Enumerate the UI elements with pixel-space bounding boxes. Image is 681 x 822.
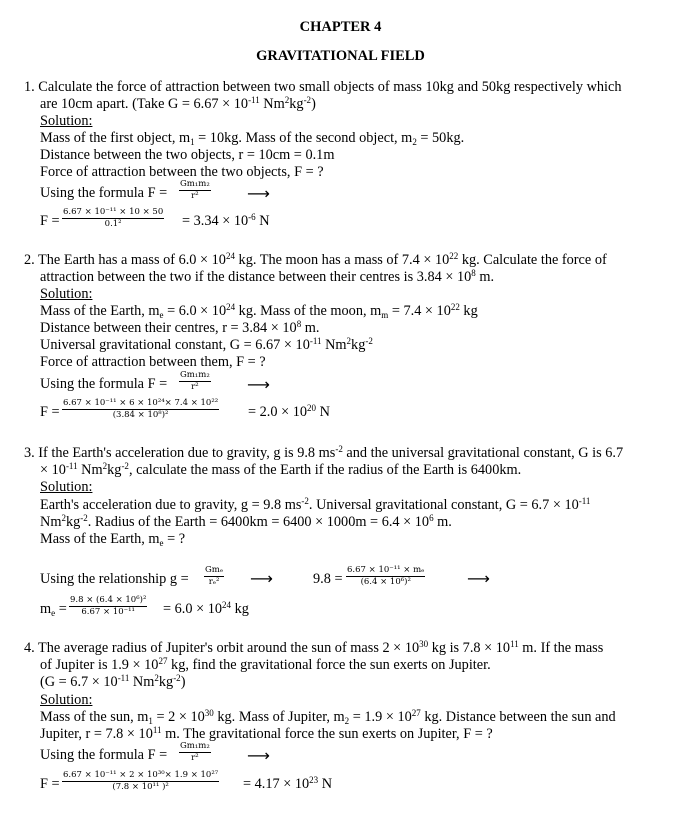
q3-formula-label: Using the relationship g = [40, 571, 189, 587]
page-title: GRAVITATIONAL FIELD [256, 48, 425, 64]
q1-line-1: 1. Calculate the force of attraction between two small objects of mass 10kg and 50kg respectively which [24, 79, 622, 95]
q3-me-label: $m_e$ = [40, 601, 67, 618]
q3-calc-fraction: 9.8 × (6.4 × 10⁶)² 6.67 × 10⁻¹¹ [70, 595, 147, 617]
q4-line-3: ($G = 6.7 \times 10^{-11}$ $Nm^2kg^{-2}$) [40, 673, 186, 690]
q2-sol-line-3: Universal gravitational constant, $G = 6.67 \times 10^{-11}$ $Nm^2kg^{-2}$ [40, 336, 373, 353]
q3-formula-fraction: Gmₑ rₑ² [205, 565, 224, 587]
q4-calc-fraction: 6.67 × 10⁻¹¹ × 2 × 10³⁰× 1.9 × 10²⁷ (7.8 × 10¹¹ )² [63, 770, 219, 792]
q1-solution-label: Solution: [40, 113, 93, 129]
q4-formula-label: Using the formula F = [40, 747, 168, 763]
q1-sol-line-1: Mass of the first object, $m_1 = 10kg$. Mass of the second object, $m_2 = 50kg$. [40, 130, 465, 147]
q1-sol-line-3: Force of attraction between the two objects, F = ? [40, 164, 324, 180]
q4-solution-label: Solution: [40, 692, 93, 708]
q1-result: = $3.34 \times 10^{-6}$ N [182, 212, 270, 229]
q3-mid-fraction: 6.67 × 10⁻¹¹ × mₑ (6.4 × 10⁶)² [347, 565, 425, 587]
q2-formula-label: Using the formula F = [40, 376, 168, 392]
q3-sol-line-2: $Nm^2kg^{-2}$. Radius of the Earth = $6400km = 6400 \times 1000m = 6.4 \times 10^6$ m. [40, 513, 452, 530]
q4-arrow-icon: ⟶ [247, 746, 270, 765]
q4-f-label: F = [40, 776, 60, 792]
q2-sol-line-2: Distance between their centres, $r = 3.84 \times 10^8$ m. [40, 319, 320, 336]
q2-arrow-icon: ⟶ [247, 375, 270, 394]
q1-f-label: F = [40, 213, 60, 229]
q3-solution-label: Solution: [40, 479, 93, 495]
q1-calc-fraction: 6.67 × 10⁻¹¹ × 10 × 50 0.1² [63, 207, 164, 229]
q3-arrow-2-icon: ⟶ [467, 569, 490, 588]
q1-formula-label: Using the formula F = [40, 185, 168, 201]
q3-line-2: × $10^{-11}$ $Nm^2kg^{-2}$, calculate the mass of the Earth if the radius of the Earth is 6400km. [40, 461, 522, 478]
q2-line-1: 2. The Earth has a mass of $6.0 \times 10^{24}$ kg. The moon has a mass of $7.4 \times 10^{22}$ kg. Calculate the force of [24, 251, 607, 268]
q4-result: = $4.17 \times 10^{23}$ N [243, 775, 333, 792]
q4-formula-fraction: Gm₁m₂ r² [180, 741, 210, 763]
q1-formula-fraction: Gm₁m₂ r² [180, 179, 210, 201]
q3-result: = $6.0 \times 10^{24}$ kg [163, 600, 249, 617]
q4-sol-line-1: Mass of the sun, $m_1 = 2 \times 10^{30}$ kg. Mass of Jupiter, $m_2 = 1.9 \times 10^{27}$ kg. Distance between the sun and [40, 708, 616, 726]
q2-result: = $2.0 \times 10^{20}$ N [248, 403, 330, 420]
q2-calc-fraction: 6.67 × 10⁻¹¹ × 6 × 10²⁴× 7.4 × 10²² (3.84 × 10⁸)² [63, 398, 219, 420]
q2-solution-label: Solution: [40, 286, 93, 302]
q2-formula-fraction: Gm₁m₂ r² [180, 370, 210, 392]
q4-sol-line-2: Jupiter, $r = 7.8 \times 10^{11}$ m. The gravitational force the sun exerts on Jupiter, F = ? [40, 725, 493, 742]
q4-line-1: 4. The average radius of Jupiter's orbit around the sun of mass $2 \times 10^{30}$ kg is $7.8 \times 10^{11}$ m. If the mass [24, 639, 604, 656]
q2-line-2: attraction between the two if the distance between their centres is $3.84 \times 10^8$ m. [40, 268, 495, 285]
q3-arrow-icon: ⟶ [250, 569, 273, 588]
q4-line-2: of Jupiter is $1.9 \times 10^{27}$ kg, find the gravitational force the sun exerts on Jupiter. [40, 656, 491, 673]
q1-arrow-icon: ⟶ [247, 184, 270, 203]
q1-sol-line-2: Distance between the two objects, r = 10cm = 0.1m [40, 147, 335, 163]
q3-sol-line-3: Mass of the Earth, $m_e$ = ? [40, 531, 186, 548]
q2-sol-line-1: Mass of the Earth, $m_e = 6.0 \times 10^{24}$ kg. Mass of the moon, $m_m = 7.4 \times 10^{22}$ kg [40, 302, 478, 320]
q2-sol-line-4: Force of attraction between them, F = ? [40, 354, 266, 370]
q3-mid-label: 9.8 = [313, 571, 343, 587]
q3-sol-line-1: Earth's acceleration due to gravity, g = 9.8 $ms^{-2}$. Universal gravitational constant, $G = 6.7 \times 10^{-11}$ [40, 496, 591, 513]
q3-line-1: 3. If the Earth's acceleration due to gravity, g is 9.8 $ms^{-2}$ and the universal gravitational constant, G is 6.7 [24, 444, 624, 461]
q1-line-2: are 10cm apart. (Take $G = 6.67 \times 10^{-11}$ $Nm^2kg^{-2}$) [40, 95, 316, 112]
q2-f-label: F = [40, 404, 60, 420]
chapter-heading: CHAPTER 4 [299, 19, 382, 35]
